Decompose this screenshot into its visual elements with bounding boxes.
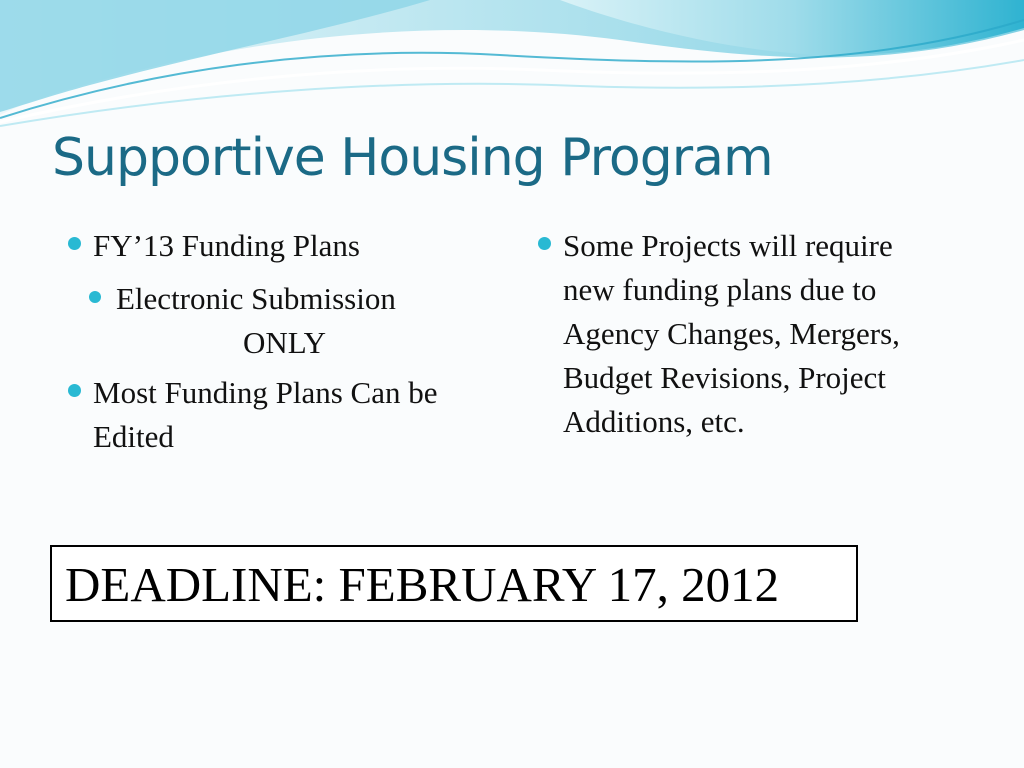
bullet-text: Most Funding Plans Can be Edited — [93, 375, 438, 454]
bullet-text: Some Projects will require new funding plans due to Agency Changes, Mergers, Budget Revisions, Project Additions, etc. — [563, 228, 900, 439]
sub-bullet-text-line1: Electronic Submission — [116, 281, 396, 316]
right-column — [532, 224, 912, 444]
decorative-wave-header — [0, 0, 1024, 140]
bullet-dot-icon — [68, 237, 81, 250]
deadline-box: DEADLINE: FEBRUARY 17, 2012 — [50, 545, 858, 622]
left-column — [62, 224, 492, 459]
sub-bullet-text-line2: ONLY — [243, 325, 326, 360]
bullet-item — [62, 371, 492, 459]
bullet-item — [532, 224, 912, 444]
bullet-dot-icon — [89, 291, 101, 303]
bullet-text: FY’13 Funding Plans — [93, 228, 360, 263]
bullet-item — [62, 224, 492, 268]
bullet-dot-icon — [538, 237, 551, 250]
slide-title: Supportive Housing Program — [52, 128, 773, 188]
sub-bullet-item — [62, 277, 492, 365]
bullet-dot-icon — [68, 384, 81, 397]
